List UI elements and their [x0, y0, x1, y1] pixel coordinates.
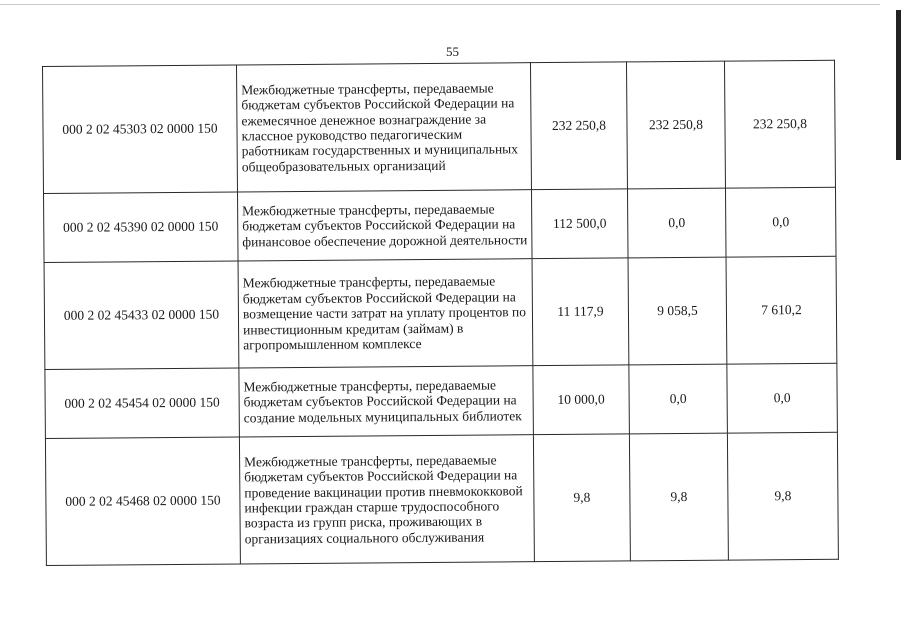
amount-year1-cell: 112 500,0	[531, 189, 628, 259]
amount-year3-cell: 7 610,2	[726, 256, 837, 364]
table-row	[44, 187, 837, 262]
document-body	[42, 60, 838, 566]
scan-top-edge	[0, 4, 880, 5]
amount-year2-cell: 232 250,8	[626, 61, 725, 189]
table-row	[45, 432, 838, 565]
budget-code-cell: 000 2 02 45390 02 0000 150	[44, 192, 239, 263]
budget-code-cell: 000 2 02 45454 02 0000 150	[45, 368, 240, 439]
budget-transfers-table	[42, 60, 839, 566]
description-cell: Межбюджетные трансферты, передаваемые бюджетам субъектов Российской Федерации на ежемесячное денежное вознаграждение за классное руководство педагогическим работникам государственных и муниципальных общеобразовательных организаций	[236, 63, 531, 192]
scan-right-edge-mark	[896, 10, 901, 160]
amount-year2-cell: 0,0	[627, 188, 726, 258]
amount-year3-cell: 0,0	[725, 187, 836, 257]
description-cell: Межбюджетные трансферты, передаваемые бюджетам субъектов Российской Федерации на возмещение части затрат на уплату процентов по инвестиционным кредитам (займам) в агропромышленном комплексе	[238, 259, 533, 368]
amount-year2-cell: 0,0	[629, 364, 728, 434]
description-cell: Межбюджетные трансферты, передаваемые бюджетам субъектов Российской Федерации на проведение вакцинации против пневмококковой инфекции граждан старше трудоспособного возраста из групп риска, проживающих в организациях социального обслуживания	[239, 435, 534, 564]
amount-year1-cell: 10 000,0	[533, 365, 630, 435]
amount-year3-cell: 9,8	[727, 432, 838, 560]
amount-year3-cell: 232 250,8	[724, 60, 835, 188]
table-row	[44, 256, 837, 369]
budget-code-cell: 000 2 02 45433 02 0000 150	[44, 261, 239, 370]
description-cell: Межбюджетные трансферты, передаваемые бюджетам субъектов Российской Федерации на финансовое обеспечение дорожной деятельности	[237, 190, 532, 261]
budget-code-cell: 000 2 02 45468 02 0000 150	[45, 437, 240, 566]
description-cell: Межбюджетные трансферты, передаваемые бюджетам субъектов Российской Федерации на создание модельных муниципальных библиотек	[239, 366, 534, 437]
budget-code-cell: 000 2 02 45303 02 0000 150	[43, 65, 238, 194]
table-row	[45, 363, 838, 438]
table-row	[43, 60, 836, 193]
page-number: 55	[446, 44, 459, 59]
amount-year1-cell: 11 117,9	[532, 258, 629, 366]
amount-year2-cell: 9,8	[629, 433, 728, 561]
amount-year1-cell: 232 250,8	[530, 62, 627, 190]
amount-year3-cell: 0,0	[727, 363, 838, 433]
amount-year1-cell: 9,8	[533, 434, 630, 562]
amount-year2-cell: 9 058,5	[628, 257, 727, 365]
